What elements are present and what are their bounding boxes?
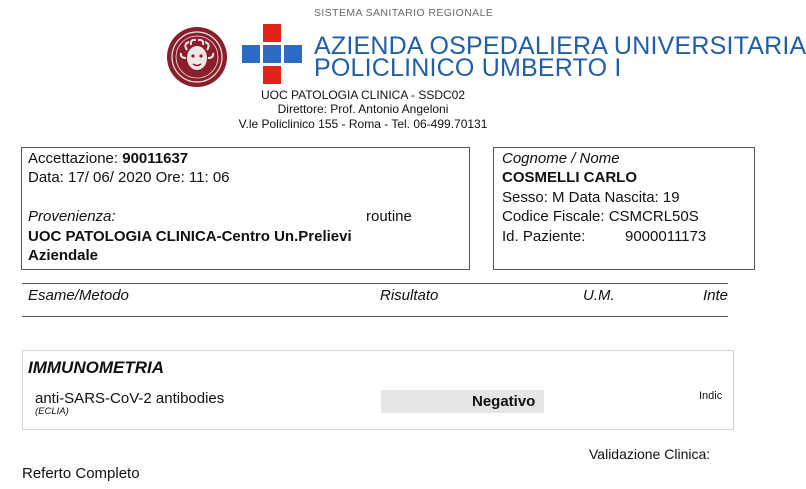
patient-id-label: Id. Paziente: xyxy=(502,228,586,245)
patient-sex-birthdate: Sesso: M Data Nascita: 19 xyxy=(502,189,680,206)
patient-name-label: Cognome / Nome xyxy=(502,150,620,167)
acceptance-line xyxy=(28,150,188,167)
department-director: Direttore: Prof. Antonio Angeloni xyxy=(277,102,449,116)
provenance-type: routine xyxy=(366,208,412,225)
section-title: IMMUNOMETRIA xyxy=(28,358,164,377)
hospital-name-line2: POLICLINICO UMBERTO I xyxy=(314,54,622,82)
column-exam-method: Esame/Metodo xyxy=(28,287,129,304)
acceptance-label: Accettazione: xyxy=(28,150,119,167)
red-blue-cross-logo-icon xyxy=(241,23,303,85)
patient-fiscal-code: Codice Fiscale: CSMCRL50S xyxy=(502,208,699,225)
medusa-seal-icon xyxy=(166,26,228,88)
exam-name: anti-SARS-CoV-2 antibodies xyxy=(35,390,225,407)
full-report-label: Referto Completo xyxy=(22,465,140,482)
column-unit: U.M. xyxy=(583,287,615,304)
table-header-top-rule xyxy=(22,283,728,284)
patient-name: COSMELLI CARLO xyxy=(502,169,637,186)
table-header-bottom-rule xyxy=(22,316,728,317)
department-name: UOC PATOLOGIA CLINICA - SSDC02 xyxy=(260,88,466,102)
exam-result: Negativo xyxy=(472,393,536,410)
acceptance-date: Data: 17/ 06/ 2020 Ore: 11: 06 xyxy=(28,169,230,186)
acceptance-number: 90011637 xyxy=(122,150,189,167)
provenance-unit-line2: Aziendale xyxy=(28,247,99,264)
department-address: V.le Policlinico 155 - Roma - Tel. 06-499.70131 xyxy=(238,117,488,131)
regional-system-label: SISTEMA SANITARIO REGIONALE xyxy=(314,7,494,19)
hospital-name-line1: AZIENDA OSPEDALIERA UNIVERSITARIA xyxy=(314,32,806,60)
clinical-validation-label: Validazione Clinica: xyxy=(589,446,711,462)
column-result: Risultato xyxy=(380,287,439,304)
column-interval: Inte xyxy=(703,287,729,304)
patient-id-value: 9000011173 xyxy=(625,228,707,245)
provenance-unit-line1: UOC PATOLOGIA CLINICA-Centro Un.Prelievi xyxy=(28,228,352,245)
exam-method: (ECLIA) xyxy=(35,406,69,417)
provenance-label: Provenienza: xyxy=(28,208,116,225)
indication-label: Indic xyxy=(699,390,723,402)
